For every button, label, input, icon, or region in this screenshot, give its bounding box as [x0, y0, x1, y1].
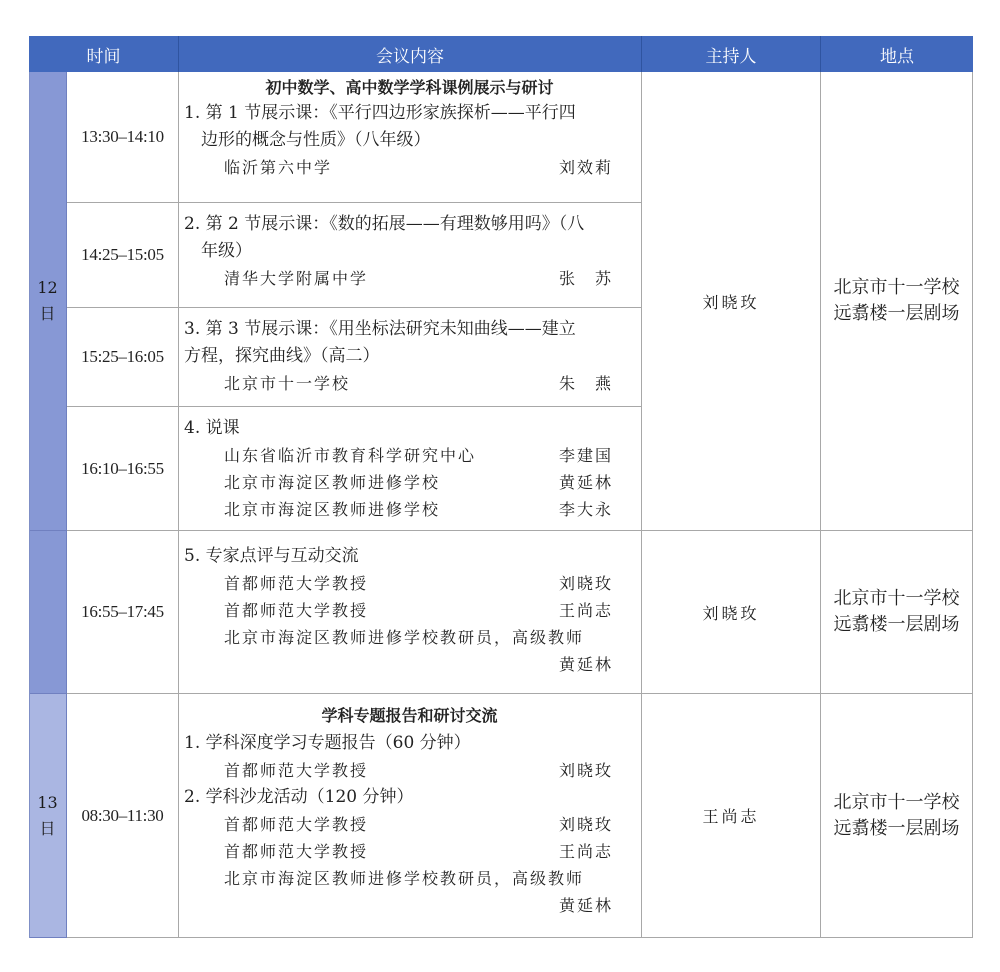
presenter	[184, 838, 635, 865]
location-cell	[821, 694, 973, 938]
location-line: 远翥楼一层剧场	[833, 614, 960, 635]
presenter-org: 北京市海淀区教师进修学校	[224, 500, 441, 519]
header-content: 会议内容	[179, 36, 642, 72]
presenter-name: 张 苏	[558, 269, 613, 288]
header-time: 时间	[29, 36, 179, 72]
presenter-org: 山东省临沂市教育科学研究中心	[224, 446, 477, 465]
content-cell	[179, 694, 642, 938]
presenter-org: 临沂第六中学	[224, 158, 333, 177]
location-line: 远翥楼一层剧场	[833, 817, 960, 839]
presenter	[184, 265, 635, 292]
presenter	[184, 570, 635, 597]
presenter	[184, 370, 635, 397]
day-13-cell	[29, 694, 67, 938]
presenter-name: 黄延林	[558, 896, 613, 915]
presenter	[184, 597, 635, 624]
presenter	[184, 154, 635, 181]
time-cell: 16:55–17:45	[67, 531, 179, 694]
host-cell: 王尚志	[642, 694, 821, 938]
presenter	[184, 757, 635, 784]
header-host: 主持人	[642, 36, 821, 72]
presenter-name: 朱 燕	[558, 374, 613, 393]
session-title-line: 5. 专家点评与互动交流	[184, 546, 359, 566]
content-cell	[179, 72, 642, 203]
session-title-line: 4. 说课	[184, 418, 240, 438]
time-cell: 14:25–15:05	[67, 203, 179, 308]
location-line: 北京市十一学校	[833, 588, 960, 609]
presenter-name: 王尚志	[558, 601, 613, 620]
location-line: 远翥楼一层剧场	[833, 303, 960, 324]
presenter-name: 黄延林	[558, 655, 613, 674]
presenter	[184, 651, 635, 678]
table-left-border	[29, 72, 30, 938]
session-title-line: 方程，探究曲线》（高二）	[184, 346, 380, 366]
presenter-name: 王尚志	[558, 842, 613, 861]
time-cell: 15:25–16:05	[67, 308, 179, 407]
content-cell	[179, 203, 642, 308]
day-12-cell	[29, 72, 67, 531]
day-13-unit: 日	[39, 818, 56, 838]
presenter	[184, 892, 635, 919]
presenter-org: 清华大学附属中学	[224, 269, 369, 288]
presenter	[184, 442, 635, 469]
session-title-line: 3. 第 3 节展示课：《用坐标法研究未知曲线——建立	[184, 319, 576, 339]
presenter-name: 刘晓玫	[558, 815, 613, 834]
presenter-org: 首都师范大学教授	[224, 842, 369, 861]
day-12-unit: 日	[39, 304, 56, 323]
presenter-name: 李大永	[558, 500, 613, 519]
day-12-cell-continued	[29, 531, 67, 694]
presenter-org: 首都师范大学教授	[224, 601, 369, 620]
section-title: 初中数学、高中数学学科课例展示与研讨	[265, 78, 554, 97]
host-cell: 刘晓玫	[642, 531, 821, 694]
presenter-name: 黄延林	[558, 473, 613, 492]
session-item	[184, 100, 635, 154]
presenter-org: 北京市十一学校	[224, 374, 351, 393]
presenter-org: 首都师范大学教授	[224, 574, 369, 593]
time-cell: 13:30–14:10	[67, 72, 179, 203]
session-title-line: 1. 第 1 节展示课：《平行四边形家族探析——平行四	[184, 103, 576, 123]
presenter	[184, 865, 635, 892]
host-cell: 刘晓玫	[642, 72, 821, 531]
time-cell: 16:10–16:55	[67, 407, 179, 531]
session-title-line: 2. 学科沙龙活动（120 分钟）	[184, 787, 414, 807]
location-cell	[821, 531, 973, 694]
location-cell	[821, 72, 973, 531]
session-title-line: 2. 第 2 节展示课：《数的拓展——有理数够用吗》（八	[184, 214, 585, 234]
presenter	[184, 496, 635, 523]
day-12-number: 12	[37, 278, 58, 297]
content-cell	[179, 531, 642, 694]
header-location: 地点	[821, 36, 973, 72]
presenter	[184, 624, 635, 651]
section-title: 学科专题报告和研讨交流	[321, 706, 498, 725]
time-cell: 08:30–11:30	[67, 694, 179, 938]
day-13-number: 13	[37, 792, 58, 812]
presenter	[184, 811, 635, 838]
presenter-org: 首都师范大学教授	[224, 761, 369, 780]
schedule-table	[29, 36, 973, 938]
content-cell	[179, 407, 642, 531]
presenter-name: 刘晓玫	[558, 574, 613, 593]
presenter-name: 刘晓玫	[558, 761, 613, 780]
presenter-org: 北京市海淀区教师进修学校	[224, 473, 441, 492]
session-title-line: 1. 学科深度学习专题报告（60 分钟）	[184, 733, 471, 753]
content-cell	[179, 308, 642, 407]
presenter-name: 李建国	[558, 446, 613, 465]
location-line: 北京市十一学校	[833, 791, 960, 813]
presenter-name: 刘效莉	[558, 158, 613, 177]
presenter	[184, 469, 635, 496]
location-line: 北京市十一学校	[833, 277, 960, 298]
presenter-org: 北京市海淀区教师进修学校教研员，高级教师	[224, 869, 585, 888]
session-title-line: 边形的概念与性质》（八年级）	[201, 130, 431, 150]
presenter-org: 北京市海淀区教师进修学校教研员，高级教师	[224, 628, 585, 647]
presenter-org: 首都师范大学教授	[224, 815, 369, 834]
session-title-line: 年级）	[201, 241, 252, 261]
